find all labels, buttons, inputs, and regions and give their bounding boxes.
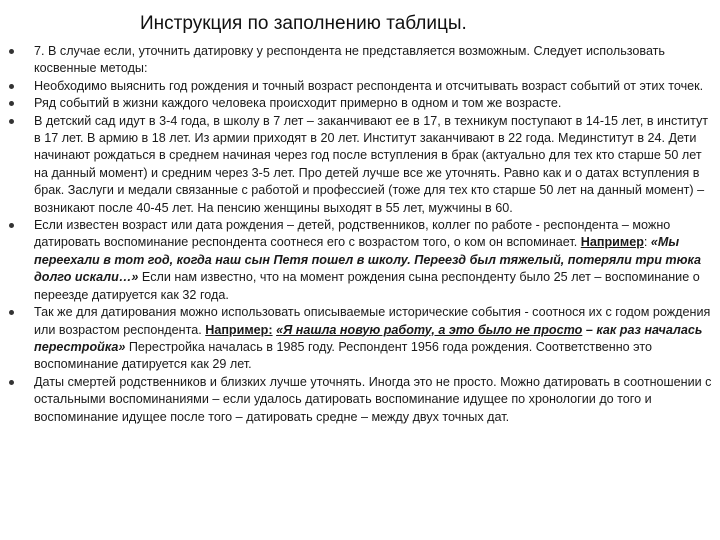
example-quote-underlined: «Я нашла новую работу, а это было не просто (276, 322, 583, 337)
item-text: Так же для датирования можно использовать описываемые исторические события - соотнося их с годом рождения или возрастом респондента. (34, 305, 711, 337)
item-text-after: Если нам известно, что на момент рождения сына респонденту было 25 лет – воспоминание о переезде датируется как 32 года. (34, 270, 700, 302)
item-text: 7. В случае если, уточнить датировку у респондента не представляется возможным. Следует использовать косвенные методы: (34, 44, 665, 76)
slide-title: Инструкция по заполнению таблицы. (140, 13, 467, 34)
bullet-icon (9, 84, 14, 89)
example-label: Например: (205, 322, 273, 337)
bullet-icon (9, 119, 14, 124)
list-item (0, 113, 720, 217)
bullet-icon (9, 223, 14, 228)
item-text: Даты смертей родственников и близких лучше уточнять. Иногда это не просто. Можно датировать в соотношении с остальными воспоминаниями – если удалось датировать воспоминание идущее по хронологии до того и воспоминание идущее после того – датировать средне – между двух точных дат. (34, 374, 712, 424)
separator: : (643, 235, 651, 250)
example-label: Например (580, 235, 644, 250)
instruction-list (0, 43, 720, 426)
bullet-icon (9, 310, 14, 315)
item-text: В детский сад идут в 3-4 года, в школу в 7 лет – заканчивают ее в 17, в техникум поступают в 14-15 лет, в институт в 17 лет. В армию в 18 лет. Из армии приходят в 20 лет. Институт заканчивают в 22 года. Мединститут в 24. Дети начинают рождаться в среднем начиная через год после вступления в брак (актуально для тех кто старше 50 лет на данный момент) и средним через 3-5 лет. Про детей лучше все же уточнять. Равно как и о датах вступления в брак. Заслуги и медали связанные с работой и профессией (тоже для тех кто старше 50 лет на данный момент) – возникают после 40-45 лет. На пенсию женщины выходят в 55 лет, мужчины в 60. (34, 113, 709, 215)
item-text: Если известен возраст или дата рождения – детей, родственников, коллег по работе - респондента – можно датировать воспоминание респондента соотнеся его с возрастом того, о ком он вспоминает. (34, 218, 671, 250)
item-text: Необходимо выяснить год рождения и точный возраст респондента и отсчитывать возраст событий от этих точек. (34, 78, 704, 93)
bullet-icon (9, 49, 14, 54)
item-text-after: Перестройка началась в 1985 году. Респондент 1956 года рождения. Соответственно это воспоминание датируется как 29 лет. (34, 339, 652, 372)
list-item (0, 43, 720, 78)
bullet-icon (9, 101, 14, 106)
item-text: Ряд событий в жизни каждого человека происходит примерно в одном и том же возрасте. (34, 96, 562, 111)
list-item (0, 78, 720, 95)
example-quote: «Мы переехали в тот год, когда наш сын Петя пошел в школу. Переезд был тяжелый, потеряли три тюка долго искали…» (34, 235, 702, 285)
example-quote-rest: – как раз началась перестройка» (34, 322, 703, 354)
list-item (0, 217, 720, 304)
list-item (0, 374, 720, 426)
list-item (0, 304, 720, 374)
list-item (0, 95, 720, 112)
bullet-icon (9, 380, 14, 385)
